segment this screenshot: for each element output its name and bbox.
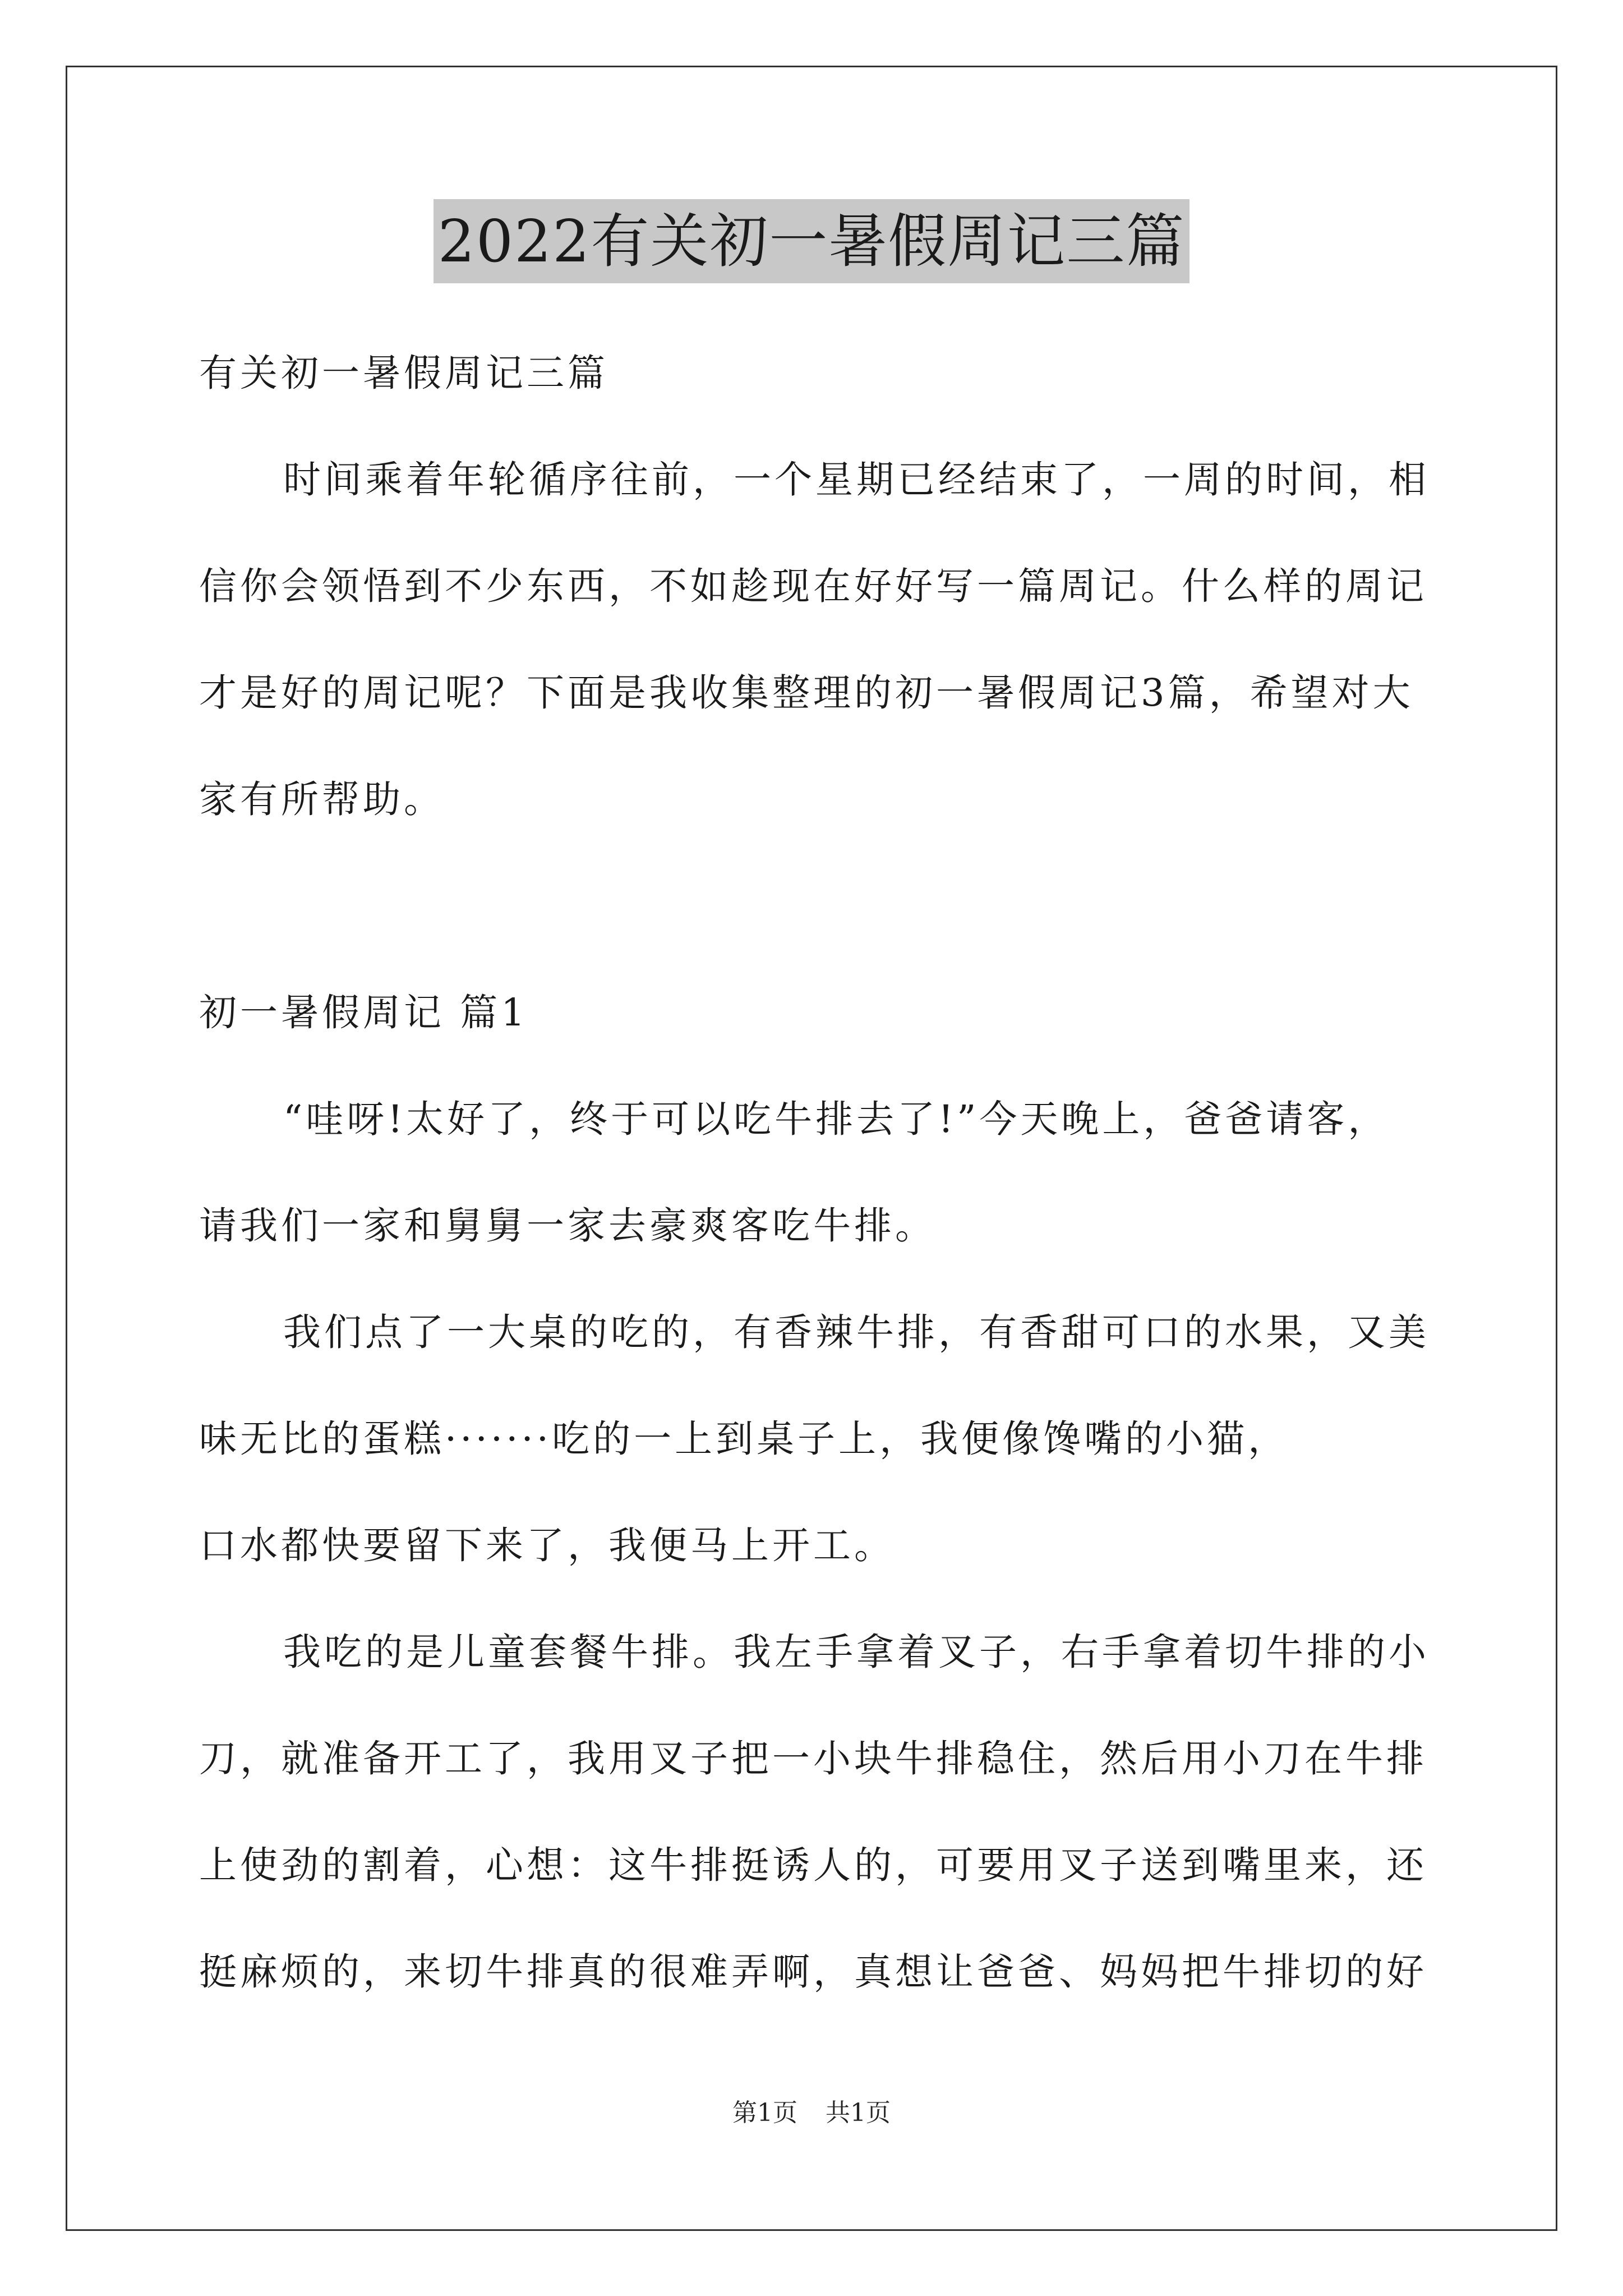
paragraph-line: 刀，就准备开工了，我用叉子把一小块牛排稳住，然后用小刀在牛排 (199, 1737, 1427, 1780)
paragraph-line: 口水都快要留下来了，我便马上开工。 (199, 1524, 895, 1567)
document-body (199, 320, 1436, 2025)
paragraph-line: 时间乘着年轮循序往前，一个星期已经结束了，一周的时间，相 (283, 458, 1430, 501)
paragraph-line: 家有所帮助。 (199, 777, 445, 821)
paragraph-line: 才是好的周记呢？下面是我收集整理的初一暑假周记3篇，希望对大 (199, 671, 1414, 715)
document-title-block (0, 199, 1623, 283)
paragraph-line: 上使劲的割着，心想：这牛排挺诱人的，可要用叉子送到嘴里来，还 (199, 1843, 1427, 1887)
paragraph-line: 请我们一家和舅舅一家去豪爽客吃牛排。 (199, 1204, 936, 1248)
paragraph-line: 我吃的是儿童套餐牛排。我左手拿着叉子，右手拿着切牛排的小 (283, 1630, 1430, 1674)
paragraph-line: “哇呀!太好了，终于可以吃牛排去了!”今天晚上，爸爸请客， (283, 1097, 1389, 1141)
page-number: 第1页 (732, 2099, 797, 2127)
page-total: 共1页 (826, 2099, 891, 2127)
paragraph-gap (199, 853, 1436, 959)
section-heading: 初一暑假周记 篇1 (199, 991, 528, 1034)
paragraph-line: 挺麻烦的，来切牛排真的很难弄啊，真想让爸爸、妈妈把牛排切的好 (199, 1950, 1427, 1994)
paragraph-line: 味无比的蛋糕·······吃的一上到桌子上，我便像馋嘴的小猫， (199, 1417, 1289, 1461)
document-title: 2022有关初一暑假周记三篇 (434, 199, 1190, 283)
subtitle-line: 有关初一暑假周记三篇 (199, 351, 608, 395)
page-footer (0, 2092, 1623, 2128)
paragraph-line: 我们点了一大桌的吃的，有香辣牛排，有香甜可口的水果，又美 (283, 1310, 1430, 1354)
paragraph-line: 信你会领悟到不少东西，不如趁现在好好写一篇周记。什么样的周记 (199, 564, 1427, 608)
